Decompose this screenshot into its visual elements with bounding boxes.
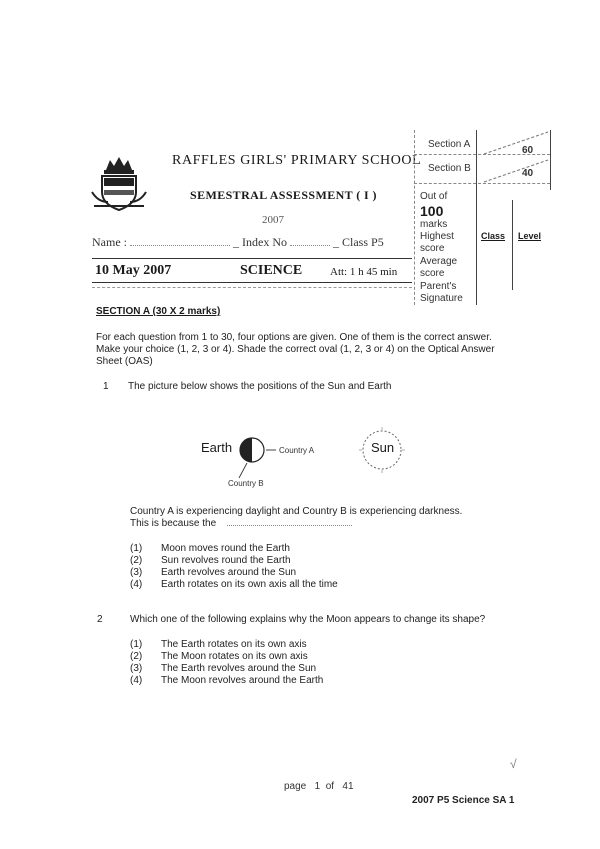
exam-date: 10 May 2007	[95, 263, 172, 278]
average-label: Average	[420, 256, 458, 267]
country-a-label: Country A	[279, 446, 315, 455]
index-label: Index No	[242, 235, 287, 249]
header-rule	[92, 258, 412, 259]
score-box-divider	[476, 130, 477, 305]
score-box-left-border	[414, 130, 415, 305]
instructions	[96, 332, 495, 368]
class-column-header: Class	[481, 231, 506, 241]
parent-signature-label-2: Signature	[420, 293, 463, 304]
student-fields: Name : _ Index No _ Class P5	[92, 235, 384, 249]
question-2-text: Which one of the following explains why the Moon appears to change its shape?	[130, 614, 486, 625]
question-1-option[interactable]: (2) Sun revolves round the Earth	[130, 555, 291, 566]
question-1-blank	[227, 525, 352, 526]
document-code: 2007 P5 Science SA 1	[412, 795, 515, 806]
instruction-line-1: For each question from 1 to 30, four options are given. One of them is the correct answer.	[96, 332, 492, 343]
question-1-number: 1	[103, 381, 109, 392]
sun-label: Sun	[371, 440, 395, 455]
section-a-label: Section A	[428, 139, 471, 150]
header-dashed-rule	[92, 287, 412, 288]
attempt-duration: Att: 1 h 45 min	[330, 266, 398, 278]
question-1-option[interactable]: (4) Earth rotates on its own axis all the time	[130, 579, 338, 590]
question-2-option[interactable]: (3) The Earth revolves around the Sun	[130, 663, 317, 674]
name-field[interactable]	[130, 236, 230, 246]
question-2-option[interactable]: (4) The Moon revolves around the Earth	[130, 675, 324, 686]
sun-earth-diagram	[230, 425, 420, 500]
average-label-2: score	[420, 268, 445, 279]
earth-dark-side	[240, 438, 252, 462]
out-of-label: Out of	[420, 191, 448, 202]
question-1-stem-line-1: Country A is experiencing daylight and Country B is experiencing darkness.	[130, 506, 463, 517]
tick-mark: √	[510, 757, 517, 771]
index-field[interactable]	[290, 236, 330, 246]
question-1-option[interactable]: (3) Earth revolves around the Sun	[130, 567, 297, 578]
section-a-max: 60	[522, 145, 534, 156]
instruction-line-2: Make your choice (1, 2, 3 or 4). Shade the correct oval (1, 2, 3 or 4) on the Optical Answer	[96, 344, 495, 355]
section-a-title: SECTION A (30 X 2 marks)	[96, 306, 221, 317]
question-2-number: 2	[97, 614, 103, 625]
instruction-line-3: Sheet (OAS)	[96, 356, 153, 367]
score-box-right-border	[550, 130, 551, 190]
question-1-text: The picture below shows the positions of the Sun and Earth	[128, 381, 392, 392]
question-1-stem-line-2: This is because the	[130, 518, 462, 530]
section-b-label: Section B	[428, 163, 471, 174]
country-b-label: Country B	[228, 479, 264, 488]
question-1-options	[130, 543, 338, 591]
question-1-stem	[130, 506, 462, 530]
section-b-max: 40	[522, 168, 534, 179]
out-of-value: 100	[420, 203, 444, 219]
assessment-year: 2007	[262, 214, 284, 226]
school-crest-logo	[88, 152, 150, 214]
level-column-header: Level	[518, 231, 542, 241]
question-2-option[interactable]: (2) The Moon rotates on its own axis	[130, 651, 308, 662]
subject-title: SCIENCE	[240, 263, 303, 278]
header-rule-bottom	[92, 282, 412, 283]
question-2-option[interactable]: (1) The Earth rotates on its own axis	[130, 639, 307, 650]
highest-label: Highest	[420, 231, 454, 242]
earth-label: Earth	[201, 440, 233, 455]
question-2-options	[130, 639, 323, 687]
assessment-title: SEMESTRAL ASSESSMENT ( I )	[190, 188, 377, 202]
parent-signature-label: Parent's	[420, 281, 457, 292]
school-name: RAFFLES GIRLS' PRIMARY SCHOOL	[172, 153, 422, 168]
page-number: page 1 of 41	[284, 781, 354, 792]
class-value: P5	[371, 235, 384, 249]
marks-label: marks	[420, 219, 448, 230]
name-label: Name :	[92, 235, 127, 249]
score-box-col-divider	[512, 200, 513, 290]
highest-label-2: score	[420, 243, 445, 254]
question-1-option[interactable]: (1) Moon moves round the Earth	[130, 543, 290, 554]
score-slashes	[478, 130, 550, 190]
class-label: Class	[342, 235, 369, 249]
